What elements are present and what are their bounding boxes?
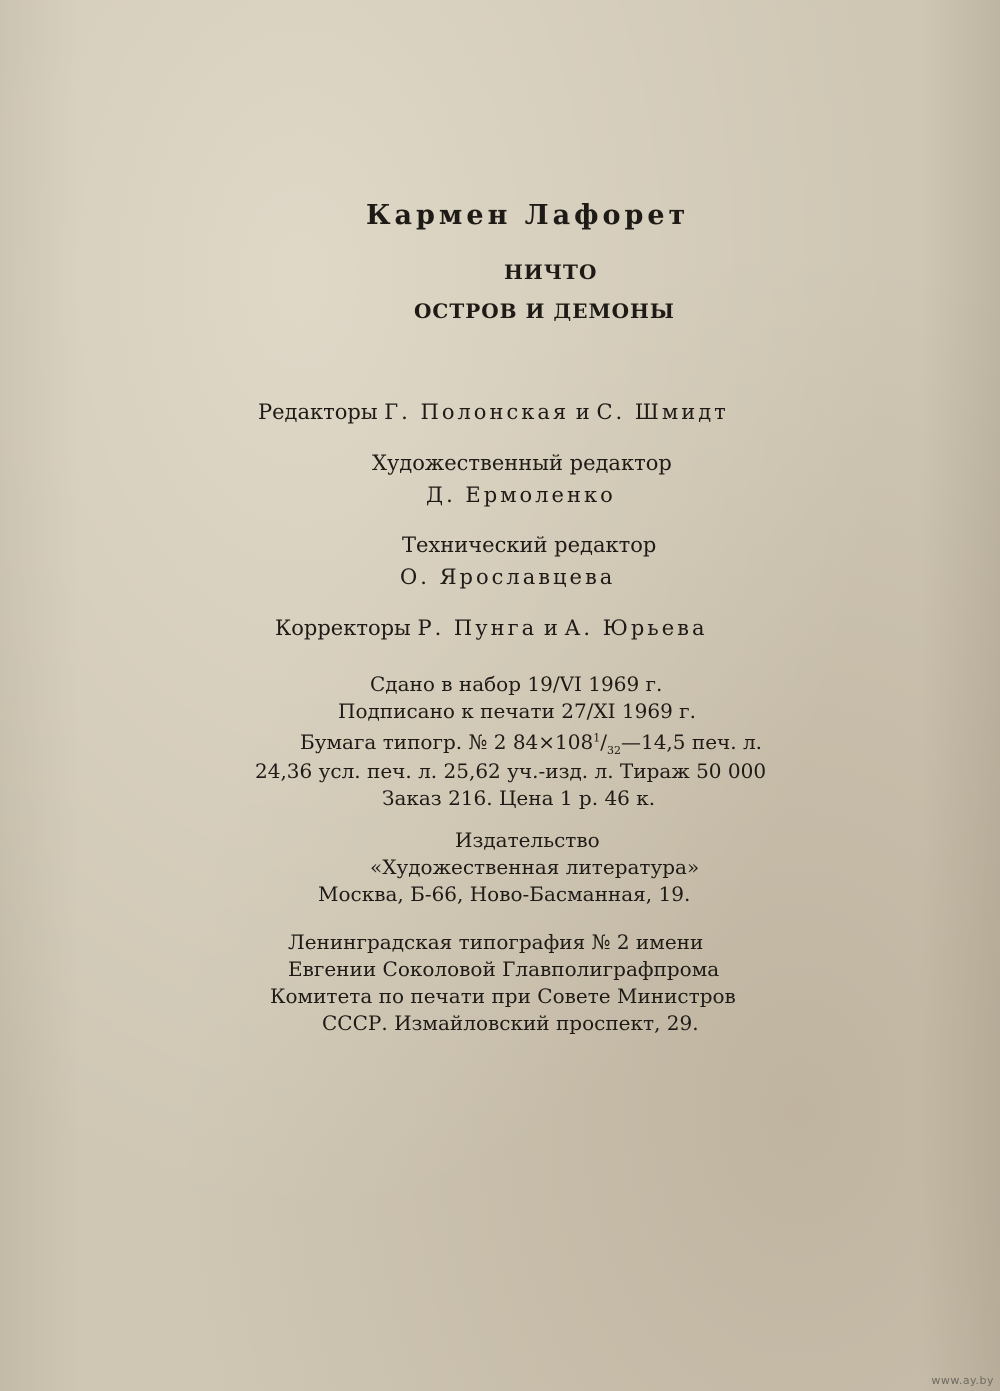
site-watermark: www.ay.by: [931, 1374, 994, 1387]
editor-name-2: С. Шмидт: [596, 400, 729, 424]
paper-format: [300, 730, 762, 757]
signed-date: Подписано к печати 27/XI 1969 г.: [338, 699, 697, 723]
paper-format-sup: 1: [593, 731, 601, 745]
proofreaders-line: [275, 616, 707, 640]
proofreader-name-2: А. Юрьева: [564, 616, 708, 640]
tech-editor-label: Технический редактор: [402, 533, 657, 557]
paper-format-sub: 32: [606, 744, 621, 757]
typeset-date: Сдано в набор 19/VI 1969 г.: [370, 672, 663, 696]
proofreaders-and: и: [543, 616, 558, 640]
publisher-address: Москва, Б-66, Ново-Басманная, 19.: [318, 882, 691, 906]
tech-editor-name: О. Ярославцева: [400, 565, 616, 589]
publisher-label: Издательство: [455, 828, 600, 852]
paper-format-text: Бумага типогр. № 2 84×108: [300, 730, 594, 754]
editors-label: Редакторы: [258, 400, 378, 424]
editors-and: и: [575, 400, 590, 424]
editors-line: [258, 400, 729, 424]
book-title-2: ОСТРОВ И ДЕМОНЫ: [414, 299, 675, 323]
art-editor-name: Д. Ермоленко: [426, 483, 616, 507]
publisher-name: «Художественная литература»: [370, 855, 700, 879]
paper-format-sheets: —14,5 печ. л.: [620, 730, 763, 754]
book-title-1: НИЧТО: [504, 260, 598, 284]
editor-name-1: Г. Полонская: [384, 400, 570, 424]
proofreaders-label: Корректоры: [275, 616, 411, 640]
printer-line-4: СССР. Измайловский проспект, 29.: [322, 1011, 699, 1035]
proofreader-name-1: Р. Пунга: [417, 616, 538, 640]
art-editor-label: Художественный редактор: [372, 451, 672, 475]
print-sheets: 24,36 усл. печ. л. 25,62 уч.-изд. л. Тираж 50 000: [255, 759, 767, 783]
printer-line-3: Комитета по печати при Совете Министров: [270, 984, 736, 1008]
paper-format-sep: /: [600, 730, 607, 754]
printer-line-2: Евгении Соколовой Главполиграфпрома: [288, 957, 720, 981]
order-price: Заказ 216. Цена 1 р. 46 к.: [382, 786, 656, 810]
author-name: Кармен Лафорет: [366, 200, 690, 231]
printer-line-1: Ленинградская типография № 2 имени: [288, 930, 704, 954]
